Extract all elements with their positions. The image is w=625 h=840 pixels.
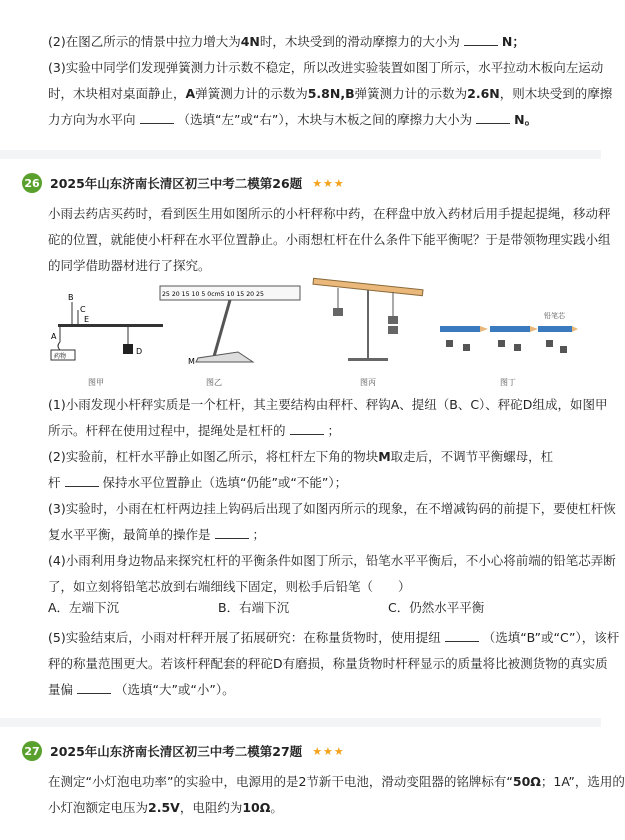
question-number-badge: 27 (22, 741, 42, 761)
label-lead: 铅笔芯 (544, 312, 565, 320)
label-c: C (80, 305, 86, 314)
pencil-2 (490, 326, 530, 332)
figure-yi (160, 286, 300, 366)
steelyard-beam (58, 324, 163, 327)
answer-blank[interactable] (464, 31, 498, 46)
pencil-1-tip (480, 326, 488, 332)
difficulty-stars: ★★★ (312, 176, 345, 190)
q27-line2: 小灯泡额定电压为2.5V，电阻约为10Ω。 (48, 800, 283, 815)
q26-part3-line1: (3)实验时，小雨在杠杆两边挂上钩码后出现了如图丙所示的现象，在不增减钩码的前提下，要使杠杆恢 (48, 501, 616, 516)
pencil-weight (446, 340, 453, 347)
answer-blank[interactable] (77, 679, 111, 694)
pencil-weight (560, 346, 567, 353)
pencil-weight (514, 344, 521, 351)
q27-header (22, 740, 345, 762)
caption-yi: 图乙 (206, 378, 222, 387)
caption-bing: 图丙 (360, 378, 376, 387)
q26-part1-line1: (1)小雨发现小杆秤实质是一个杠杆，其主要结构由秤杆、秤钩A、提纽（B、C）、秤砣D组成，如图甲 (48, 397, 608, 412)
q26-part5-line1: (5)实验结束后，小雨对杆秤开展了拓展研究：在称量货物时，使用提纽 （选填“B”或“C”），该杆 (48, 626, 579, 650)
option-a[interactable]: A．左端下沉 (48, 600, 120, 615)
right-weight-2 (388, 326, 398, 334)
q26-intro-2: 砣的位置，就能使小杆秤在水平位置静止。小雨想杠杆在什么条件下能平衡呢？于是带领物理实践小组 (48, 232, 611, 247)
q27-line1: 在测定“小灯泡电功率”的实验中，电源用的是2节新干电池，滑动变阻器的铭牌标有“50Ω；1A”，选用的 (48, 774, 625, 789)
pencil-weight (498, 340, 505, 347)
question-title: 2025年山东济南长清区初三中考二模第27题 (50, 744, 303, 759)
question-title: 2025年山东济南长清区初三中考二模第26题 (50, 176, 303, 191)
caption-jia: 图甲 (88, 378, 104, 387)
figure-bing (313, 278, 423, 361)
label-d: D (136, 347, 143, 356)
pencil-3-tip (572, 326, 578, 332)
q26-part5-line2: 秤的称量范围更大。若该杆秤配套的秤砣D有磨损，称量货物时杆秤显示的质量将比被测货物的真实质 (48, 656, 608, 671)
option-c[interactable]: C．仍然水平平衡 (388, 600, 485, 615)
pencil-2-tip (530, 326, 538, 332)
q26-part4-line1: (4)小雨利用身边物品来探究杠杆的平衡条件如图丁所示，铅笔水平平衡后，不小心将前端的铅笔芯弄断 (48, 553, 616, 568)
answer-blank[interactable] (290, 420, 324, 435)
q26-part1-line2: 所示。杆秤在使用过程中，提绳处是杠杆的 ； (48, 419, 579, 443)
right-weight-1 (388, 316, 398, 324)
figure-jia (51, 293, 163, 360)
pencil-1 (440, 326, 480, 332)
q25-part3-line2: 时，木块相对桌面静止，A弹簧测力计的示数为5.8N,B弹簧测力计的示数为2.6N，则木块受到的摩擦 (48, 86, 613, 101)
q26-intro-1: 小雨去药店买药时，看到医生用如图所示的小杆秤称中药，在秤盘中放入药材后用手提起提绳，移动秤 (48, 206, 611, 221)
left-weight (333, 308, 343, 316)
ruler-ticks: 25 20 15 10 5 0cm5 10 15 20 25 (162, 291, 264, 298)
stand-base (196, 352, 253, 362)
option-b[interactable]: B．右端下沉 (218, 600, 290, 615)
section-divider (0, 718, 601, 727)
stand-pole (213, 300, 230, 360)
q26-part2-line1: (2)实验前，杠杆水平静止如图乙所示，将杠杆左下角的物块M取走后，不调节平衡螺母，杠 (48, 449, 554, 464)
q26-part4-line2: 了，如立刻将铅笔芯放到右端细线下固定，则松手后铅笔（ ） (48, 579, 411, 594)
answer-blank[interactable] (215, 524, 249, 539)
q26-options (48, 598, 484, 616)
q26-part3-line2: 复水平平衡，最简单的操作是 ； (48, 523, 579, 547)
pencil-weight (546, 340, 553, 347)
label-b: B (68, 293, 74, 302)
counterweight-d (123, 344, 133, 354)
difficulty-stars: ★★★ (312, 744, 345, 758)
question-number-badge: 26 (22, 173, 42, 193)
label-e: E (84, 315, 90, 324)
q26-figures (48, 282, 578, 392)
lever-stand-base (348, 358, 388, 361)
pencil-3 (538, 326, 572, 332)
q25-part2: (2)在图乙所示的情景中拉力增大为4N时，木块受到的滑动摩擦力的大小为 N； (48, 30, 579, 54)
q26-header (22, 172, 345, 194)
section-divider (0, 150, 601, 159)
answer-blank[interactable] (476, 109, 510, 124)
answer-blank[interactable] (445, 627, 479, 642)
q26-part5-line3: 量偏 （选填“大”或“小”）。 (48, 678, 579, 702)
figure-ding (440, 311, 578, 353)
label-a: A (51, 332, 57, 341)
label-m: M (188, 357, 195, 366)
q26-part2-line2: 杆 保持水平位置静止（选填“仍能”或“不能”）； (48, 471, 579, 495)
label-medicine: 药物 (54, 353, 67, 360)
q26-intro-3: 的同学借助器材进行了探究。 (48, 258, 211, 273)
hook-curve (58, 342, 60, 350)
q25-part3-line1: (3)实验中同学们发现弹簧测力计示数不稳定，所以改进实验装置如图丁所示，水平拉动木板向左运动 (48, 60, 604, 75)
caption-ding: 图丁 (500, 378, 516, 387)
q25-part3-line3: 力方向为水平向 （选填“左”或“右”），木块与木板之间的摩擦力大小为 N。 (48, 108, 579, 132)
answer-blank[interactable] (65, 472, 99, 487)
answer-blank[interactable] (140, 109, 174, 124)
pencil-weight (463, 344, 470, 351)
